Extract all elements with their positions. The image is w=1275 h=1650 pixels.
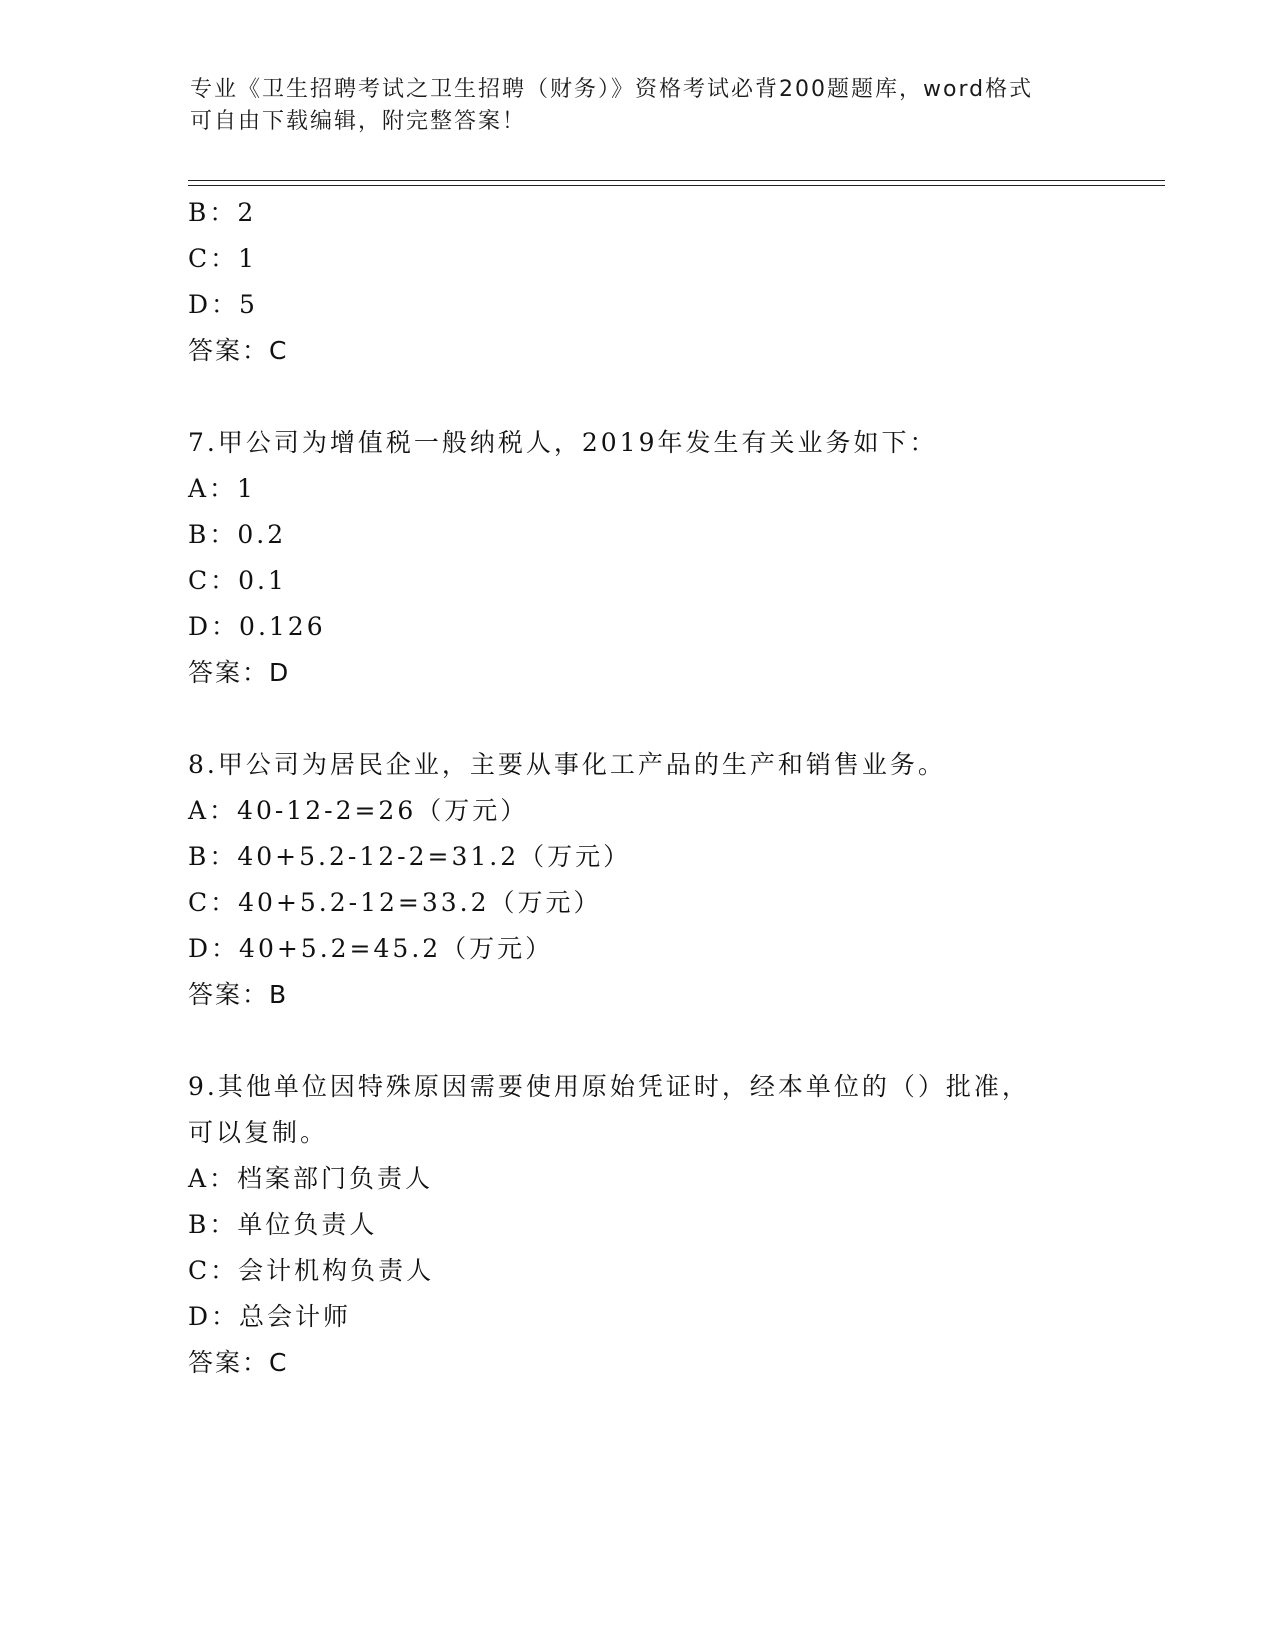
option-d: D：总会计师 [188, 1302, 352, 1331]
option-a: A：1 [188, 474, 256, 503]
question-stem-line-1: 9.其他单位因特殊原因需要使用原始凭证时，经本单位的（）批准， [188, 1072, 1030, 1101]
option-d: D：5 [188, 290, 258, 319]
spacer [188, 374, 1148, 420]
option-b: B：40+5.2-12-2=31.2（万元） [188, 842, 632, 871]
header-title-line-1: 专业《卫生招聘考试之卫生招聘（财务）》资格考试必背200题题库，word格式 [190, 77, 1034, 102]
answer-line: 答案：D [188, 658, 291, 687]
header-divider-bottom [188, 185, 1165, 186]
option-a: A：档案部门负责人 [188, 1164, 434, 1193]
header-divider-top [188, 180, 1165, 181]
answer-line: 答案：C [188, 336, 289, 365]
option-d: D：40+5.2=45.2（万元） [188, 934, 554, 963]
option-d: D：0.126 [188, 612, 326, 641]
option-c: C：1 [188, 244, 258, 273]
option-c: C：0.1 [188, 566, 287, 595]
spacer [188, 696, 1148, 742]
option-c: C：会计机构负责人 [188, 1256, 435, 1285]
option-b: B：2 [188, 198, 257, 227]
document-header [190, 74, 1090, 138]
spacer [188, 1018, 1148, 1064]
document-body [188, 190, 1148, 1386]
prev-question [188, 190, 1148, 374]
header-title-line-2: 可自由下载编辑，附完整答案！ [190, 109, 527, 134]
option-c: C：40+5.2-12=33.2（万元） [188, 888, 602, 917]
question-stem: 7.甲公司为增值税一般纳税人，2019年发生有关业务如下： [188, 428, 938, 457]
question-stem: 8.甲公司为居民企业，主要从事化工产品的生产和销售业务。 [188, 750, 946, 779]
question-stem-line-2: 可以复制。 [188, 1118, 329, 1147]
answer-line: 答案：C [188, 1348, 289, 1377]
question-7 [188, 420, 1148, 696]
question-8 [188, 742, 1148, 1018]
option-b: B：单位负责人 [188, 1210, 378, 1239]
answer-line: 答案：B [188, 980, 289, 1009]
option-a: A：40-12-2=26（万元） [188, 796, 529, 825]
question-9 [188, 1064, 1148, 1386]
option-b: B：0.2 [188, 520, 287, 549]
